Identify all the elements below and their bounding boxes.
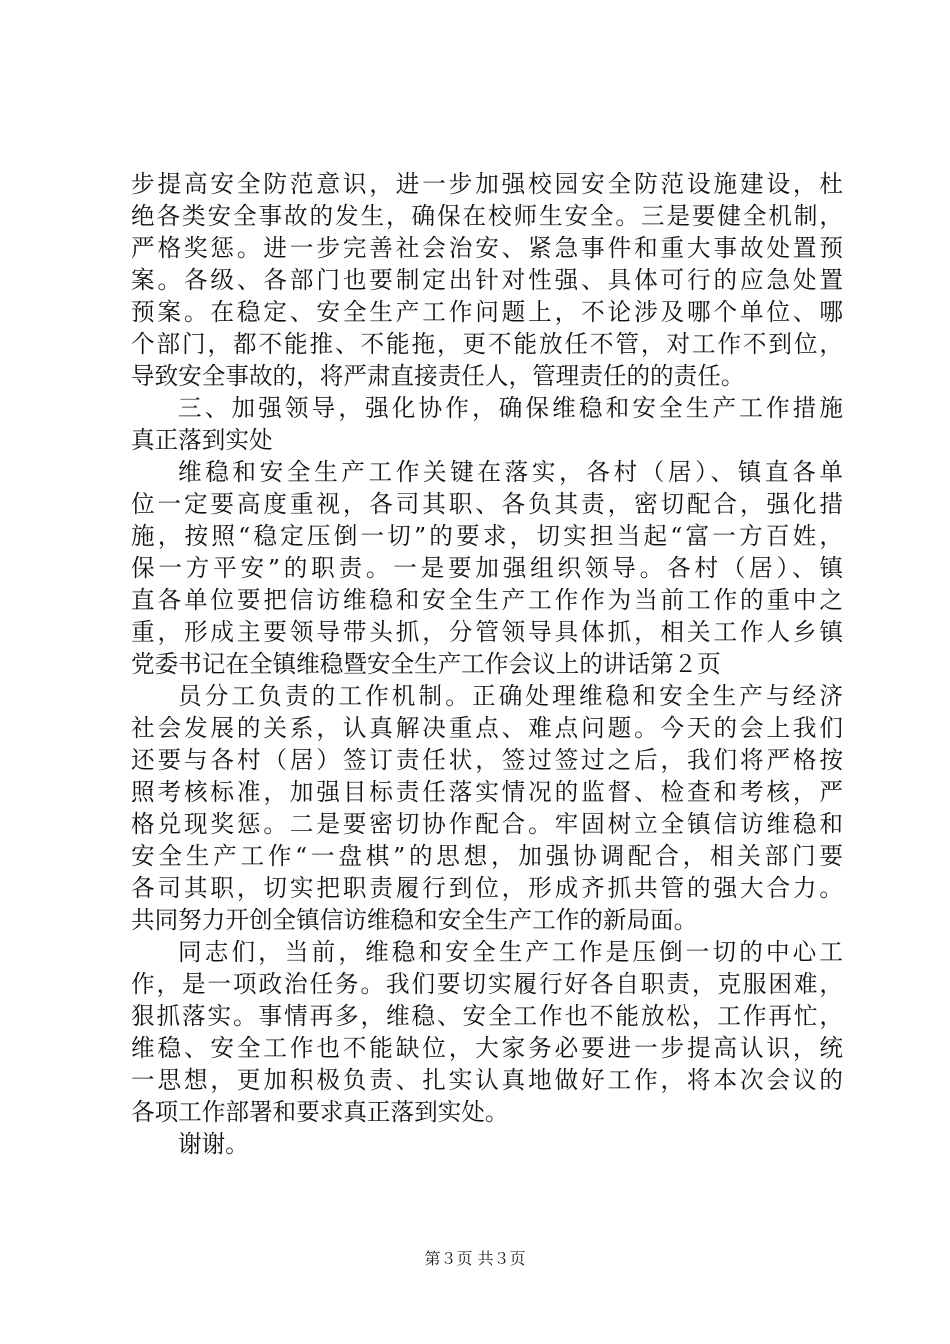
text-line: 真正落到实处 xyxy=(131,426,273,454)
text-line: 作，是一项政治任务。我们要切实履行好各自职责，克服困难， xyxy=(131,970,843,998)
text-line: 各司其职，切实把职责履行到位，形成齐抓共管的强大合力。 xyxy=(131,874,843,902)
text-line: 维稳和安全生产工作关键在落实，各村（居）、镇直各单 xyxy=(178,458,843,486)
text-line: 导致安全事故的，将严肃直接责任人，管理责任的的责任。 xyxy=(131,362,745,390)
document-body xyxy=(131,168,843,1160)
text-line: 狠抓落实。事情再多，维稳、安全工作也不能放松，工作再忙， xyxy=(131,1002,843,1030)
text-line: 各项工作部署和要求真正落到实处。 xyxy=(131,1098,509,1126)
text-line: 三、加强领导，强化协作，确保维稳和安全生产工作措施 xyxy=(178,394,843,422)
text-line: 共同努力开创全镇信访维稳和安全生产工作的新局面。 xyxy=(131,906,698,934)
text-line: 步提高安全防范意识，进一步加强校园安全防范设施建设，杜 xyxy=(131,170,843,198)
text-line: 预案。在稳定、安全生产工作问题上，不论涉及哪个单位、哪 xyxy=(131,298,843,326)
text-line: 社会发展的关系，认真解决重点、难点问题。今天的会上我们 xyxy=(131,714,843,742)
text-line: 维稳、安全工作也不能缺位，大家务必要进一步提高认识，统 xyxy=(131,1034,843,1062)
text-line: 保一方平安”的职责。一是要加强组织领导。各村（居）、镇 xyxy=(131,554,843,582)
text-line: 谢谢。 xyxy=(178,1130,249,1158)
text-line: 案。各级、各部门也要制定出针对性强、具体可行的应急处置 xyxy=(131,266,843,294)
text-line: 绝各类安全事故的发生，确保在校师生安全。三是要健全机制， xyxy=(131,202,843,230)
text-line: 格兑现奖惩。二是要密切协作配合。牢固树立全镇信访维稳和 xyxy=(131,810,843,838)
text-line: 位一定要高度重视，各司其职、各负其责，密切配合，强化措 xyxy=(131,490,843,518)
text-line: 还要与各村（居）签订责任状，签过签过之后，我们将严格按 xyxy=(131,746,843,774)
text-line: 安全生产工作“一盘棋”的思想，加强协调配合，相关部门要 xyxy=(131,842,843,870)
text-line: 个部门，都不能推、不能拖，更不能放任不管，对工作不到位， xyxy=(131,330,843,358)
text-line: 重，形成主要领导带头抓，分管领导具体抓，相关工作人乡镇 xyxy=(131,618,843,646)
text-line: 一思想，更加积极负责、扎实认真地做好工作，将本次会议的 xyxy=(131,1066,843,1094)
page-footer: 第３页 共３页 xyxy=(424,1249,526,1268)
text-line: 员分工负责的工作机制。正确处理维稳和安全生产与经济 xyxy=(178,682,843,710)
text-line: 照考核标准，加强目标责任落实情况的监督、检查和考核，严 xyxy=(131,778,843,806)
text-line: 施，按照“稳定压倒一切”的要求，切实担当起“富一方百姓， xyxy=(131,522,843,550)
text-line: 同志们，当前，维稳和安全生产工作是压倒一切的中心工 xyxy=(178,938,843,966)
text-line: 直各单位要把信访维稳和安全生产工作作为当前工作的重中之 xyxy=(131,586,843,614)
text-line: 党委书记在全镇维稳暨安全生产工作会议上的讲话第２页 xyxy=(131,650,721,678)
text-line: 严格奖惩。进一步完善社会治安、紧急事件和重大事故处置预 xyxy=(131,234,843,262)
